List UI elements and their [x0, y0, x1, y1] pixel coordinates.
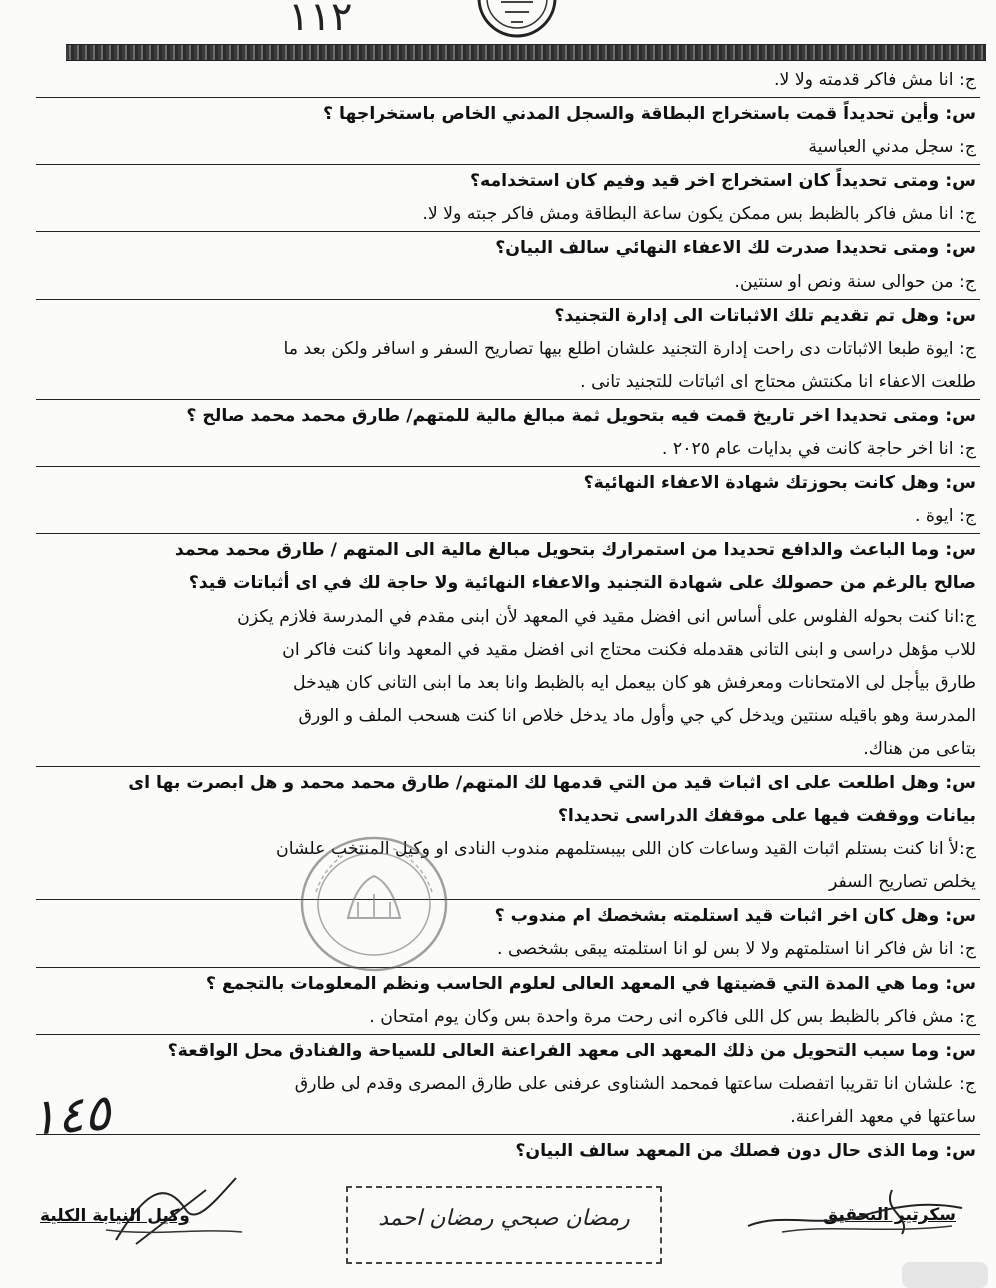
answer-line: ج:لأ انا كنت بستلم اثبات القيد وساعات كان اللى بيبستلمهم مندوب النادى او وكيل المنتخب علشان — [276, 839, 976, 860]
question-line: س: وما هي المدة التي قضيتها في المعهد العالى لعلوم الحاسب ونظم المعلومات بالتجمع ؟ — [36, 967, 980, 1001]
question-line: س: وهل كان اخر اثبات قيد استلمته بشخصك ام مندوب ؟ — [36, 899, 980, 933]
question-line: س: وما سبب التحويل من ذلك المعهد الى معهد الفراعنة العالى للسياحة والفنادق محل الواقعة؟ — [36, 1034, 980, 1068]
answer-line: ج:انا كنت بحوله الفلوس على أساس انى افضل مقيد في المعهد لأن ابنى مقدم في المدرسة فلازم يكزن — [237, 606, 976, 627]
answer-line: ج: من حوالى سنة ونص او سنتين. — [734, 271, 976, 292]
answer-line: طارق بيأجل لى الامتحانات ومعرفش هو كان بيعمل ايه بالظبط وانا بعد ما ابنى التانى كان هيدخل — [292, 672, 976, 693]
question-line: س: ومتى تحديدا صدرت لك الاعفاء النهائي سالف البيان؟ — [36, 231, 980, 265]
answer-line: ج: سجل مدني العباسية — [808, 137, 976, 158]
question-line: بيانات ووقفت فيها على موقفك الدراسى تحديدا؟ — [557, 806, 976, 827]
question-line: س: ومتى تحديدا اخر تاريخ قمت فيه بتحويل ثمة مبالغ مالية للمتهم/ طارق محمد محمد صالح ؟ — [36, 399, 980, 433]
question-line: س: وهل اطلعت على اى اثبات قيد من التي قدمها لك المتهم/ طارق محمد محمد و هل ابصرت بها اى — [36, 766, 980, 800]
answer-line: ج: انا مش فاكر قدمته ولا لا. — [773, 70, 976, 90]
answer-line: ج: انا ش فاكر انا استلمتهم ولا لا بس لو انا استلمته يبقى بشخصى . — [497, 939, 976, 960]
handwritten-name: رمضان صبحي رمضان احمد — [378, 1206, 630, 1231]
answer-line: ج: علشان انا تقريبا اتفصلت ساعتها فمحمد الشناوى عرفنى على طارق المصرى وقدم لى طارق — [294, 1073, 976, 1094]
answer-line: للاب مؤهل دراسى و ابنى التانى هقدمله فكنت محتاج انى افضل مقيد في المعهد وانا كنت فاكر ان — [282, 639, 976, 660]
investigation-secretary-label: سكرتير التحقيق — [823, 1205, 956, 1225]
answer-line: ج: ايوة طبعا الاثباتات دى راحت إدارة التجنيد علشان اطلع بيها تصاريح السفر و اسافر ولكن بعد ما — [283, 338, 976, 359]
interrogation-transcript — [36, 64, 980, 1168]
handwritten-margin-number: ١٤٥ — [28, 1083, 113, 1147]
answer-line: يخلص تصاريح السفر — [829, 872, 976, 893]
answer-line: ج: انا مش فاكر بالظبط بس ممكن يكون ساعة البطاقة ومش فاكر جبته ولا لا. — [422, 204, 976, 225]
official-seal-icon — [475, 0, 559, 42]
header-divider-bar — [66, 44, 986, 61]
answer-line: بتاعى من هناك. — [863, 738, 976, 759]
answer-line: ساعتها في معهد الفراعنة. — [790, 1106, 976, 1127]
question-line: س: وهل كانت بحوزتك شهادة الاعفاء النهائية؟ — [36, 466, 980, 500]
question-line: س: وأين تحديداً قمت باستخراج البطاقة والسجل المدني الخاص باستخراجها ؟ — [36, 97, 980, 131]
answer-line: ج: مش فاكر بالظبط بس كل اللى فاكره انى رحت مرة واحدة بس وكان يوم امتحان . — [369, 1006, 976, 1027]
handwritten-page-number: ١١٢ — [288, 0, 353, 40]
answer-line: ج: انا اخر حاجة كانت في بدايات عام ٢٠٢٥ . — [661, 439, 976, 460]
viewer-page-badge — [902, 1262, 988, 1288]
prosecutor-label: وكيل النيابة الكلية — [40, 1206, 190, 1226]
question-line: صالح بالرغم من حصولك على شهادة التجنيد والاعفاء النهائية ولا حاجة لك في اى أثباتات قيد؟ — [188, 573, 976, 594]
question-line: س: وما الباعث والدافع تحديدا من استمرارك بتحويل مبالغ مالية الى المتهم / طارق محمد محمد — [36, 533, 980, 567]
answer-line: المدرسة وهو باقيله سنتين ويدخل كي جي وأول ماد يدخل خلاص انا كنت هسحب الملف و الورق — [298, 705, 976, 726]
question-line: س: وما الذى حال دون فصلك من المعهد سالف البيان؟ — [36, 1134, 980, 1168]
answer-line: ج: ايوة . — [914, 506, 976, 527]
answer-line: طلعت الاعفاء انا مكنتش محتاج اى اثباتات للتجنيد تانى . — [580, 371, 976, 392]
question-line: س: ومتى تحديداً كان استخراج اخر قيد وفيم كان استخدامه؟ — [36, 164, 980, 198]
question-line: س: وهل تم تقديم تلك الاثباتات الى إدارة التجنيد؟ — [36, 299, 980, 333]
accused-signature-box — [346, 1186, 662, 1264]
